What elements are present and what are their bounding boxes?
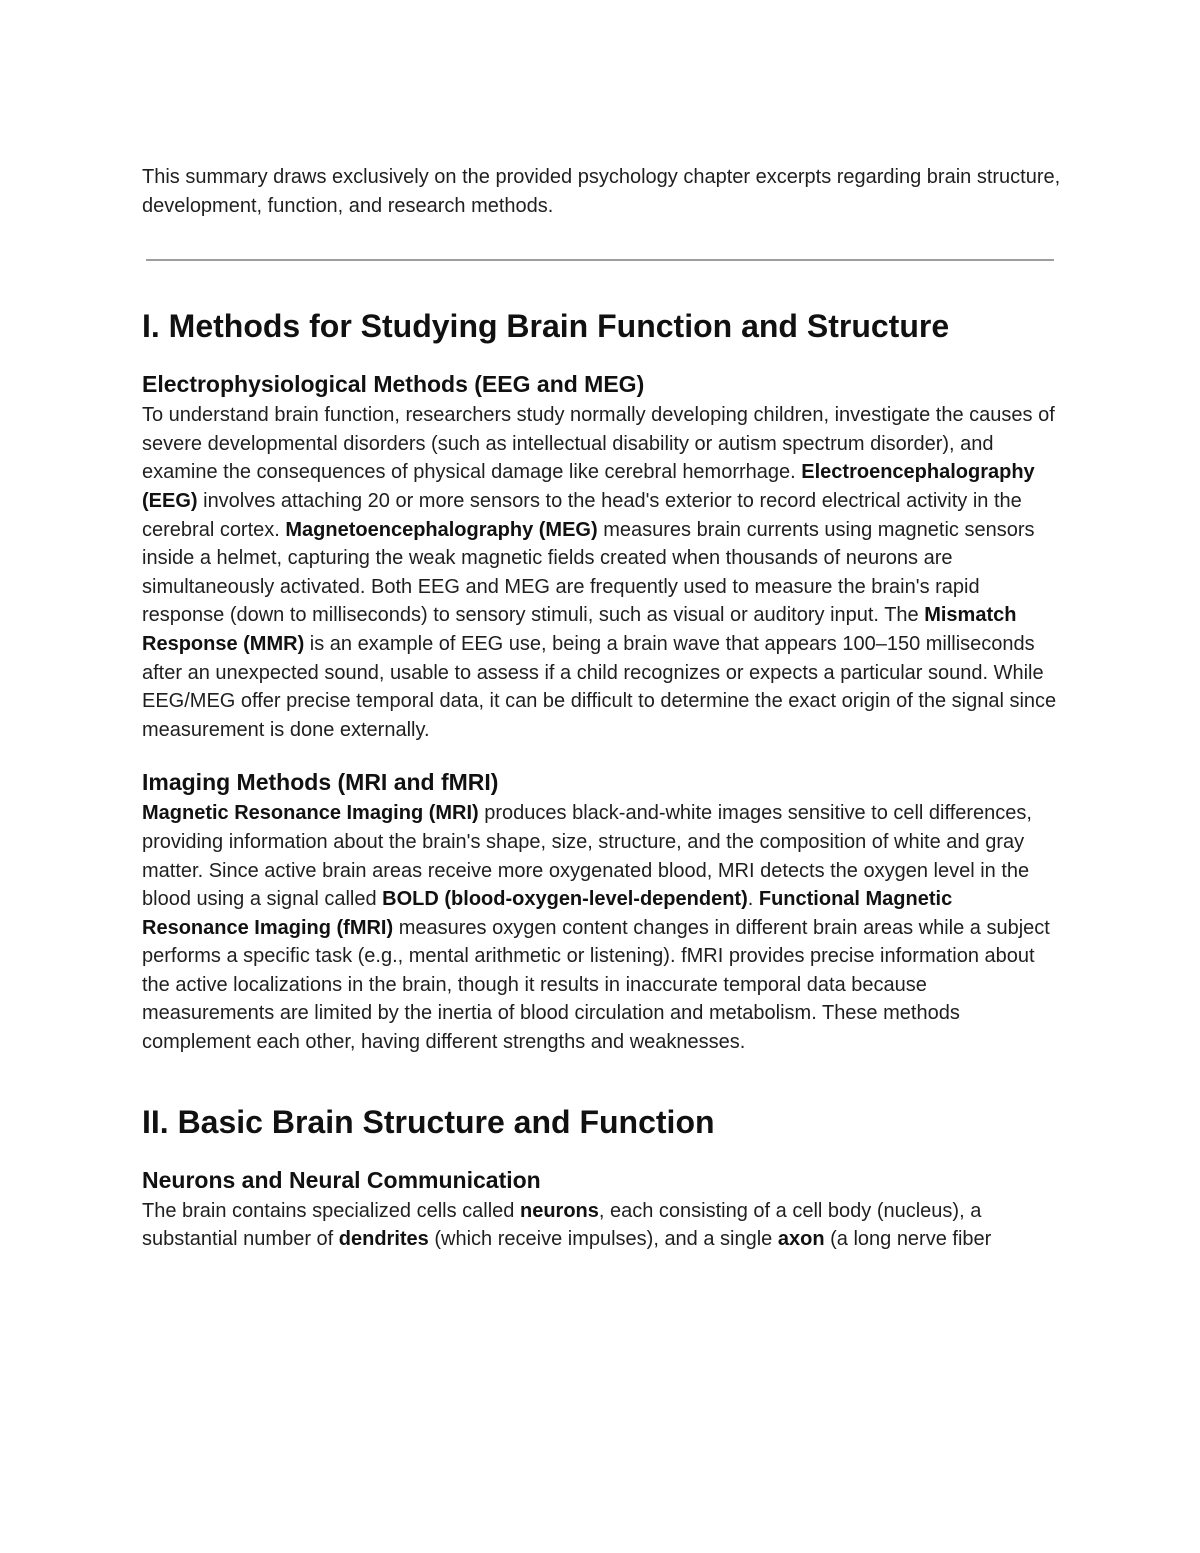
text-run: produces black-and-white images sensitive to cell differences, providing information about the brain's shape, size, structure, and the composition of white and gray matter. Since active brain areas receive more oxygenated blood, MRI detects the oxygen level in the blood using a signal called [142,802,1032,911]
paragraph-eeg-meg [142,401,1062,744]
text-run: measures brain currents using magnetic sensors inside a helmet, capturing the weak magnetic fields created when thousands of neurons are simultaneously activated. Both EEG and MEG are frequently used to measure the brain's rapid response (down to milliseconds) to sensory stimuli, such as visual or auditory input. The [142,518,1035,627]
text-run: To understand brain function, researchers study normally developing children, investigate the causes of severe developmental disorders (such as intellectual disability or autism spectrum disorder), and examine the consequences of physical damage like cerebral hemorrhage. [142,404,1055,484]
text-run: The brain contains specialized cells called [142,1199,520,1222]
term-mmr: Mismatch Response (MMR) [142,604,1017,655]
section-heading-methods: I. Methods for Studying Brain Function and Structure [142,308,950,345]
subsection-heading-neurons: Neurons and Neural Communication [142,1166,541,1193]
text-run: , each consisting of a cell body (nucleus), a substantial number of [142,1199,982,1251]
text-run: . [747,888,759,911]
text-run: (which receive impulses), and a single [428,1228,778,1251]
text-run: (a long nerve fiber [824,1228,992,1251]
subsection-heading-electrophysiological: Electrophysiological Methods (EEG and MEG) [142,371,645,398]
document-page [142,163,1062,1254]
term-meg: Magnetoencephalography (MEG) [285,518,598,541]
paragraph-mri-fmri [142,799,1062,1056]
text-run: is an example of EEG use, being a brain wave that appears 100–150 milliseconds after an unexpected sound, usable to assess if a child recognizes or expects a particular sound. While EEG/MEG offer precise temporal data, it can be difficult to determine the exact origin of the signal since measurement is done externally. [142,632,1057,741]
text-run: measures oxygen content changes in different brain areas while a subject performs a specific task (e.g., mental arithmetic or listening). fMRI provides precise information about the active localizations in the brain, though it results in inaccurate temporal data because measurements are limited by the inertia of blood circulation and metabolism. These methods complement each other, having different strengths and weaknesses. [142,916,1050,1054]
horizontal-divider [146,259,1054,261]
term-eeg: Electroencephalography (EEG) [142,461,1035,512]
subsection-heading-imaging: Imaging Methods (MRI and fMRI) [142,769,499,796]
section-heading-basic-structure: II. Basic Brain Structure and Function [142,1103,715,1140]
term-axon: axon [777,1228,825,1251]
term-neurons: neurons [519,1199,599,1222]
term-bold: BOLD (blood-oxygen-level-dependent) [382,888,748,911]
text-run: involves attaching 20 or more sensors to the head's exterior to record electrical activity in the cerebral cortex. [142,489,1022,541]
term-fmri: Functional Magnetic Resonance Imaging (fMRI) [142,888,953,939]
term-mri: Magnetic Resonance Imaging (MRI) [142,802,479,825]
intro-paragraph: This summary draws exclusively on the provided psychology chapter excerpts regarding brain structure, development, function, and research methods. [142,166,1061,217]
term-dendrites: dendrites [338,1228,429,1251]
paragraph-neurons [142,1197,1062,1254]
